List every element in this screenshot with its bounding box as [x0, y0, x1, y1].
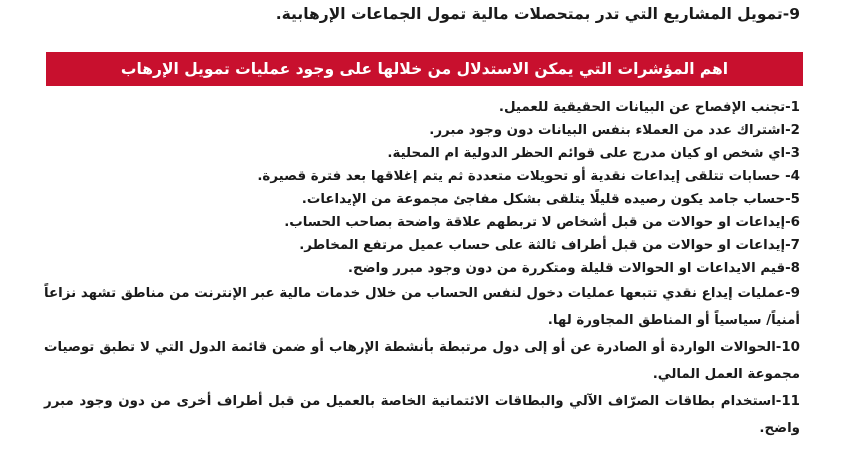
section-title-banner: اهم المؤشرات التي يمكن الاستدلال من خلالها على وجود عمليات تمويل الإرهاب [46, 52, 803, 86]
list-item: 4- حسابات تتلقى إيداعات نقدية أو تحويلات متعددة ثم يتم إغلاقها بعد فترة قصيرة. [257, 169, 800, 184]
list-item: 5-حساب جامد يكون رصيده قليلًا يتلقى بشكل مفاجئ مجموعة من الإيداعات. [301, 192, 800, 207]
list-item: 6-إيداعات او حوالات من قبل أشخاص لا تربطهم علاقة واضحة بصاحب الحساب. [284, 215, 800, 230]
list-item: 2-اشتراك عدد من العملاء بنفس البيانات دون وجود مبرر. [429, 123, 800, 138]
list-item: 3-اي شخص او كيان مدرج على قوائم الحظر الدولية ام المحلية. [387, 146, 800, 161]
list-item: 11-استخدام بطاقات الصرّاف الآلي والبطاقات الائتمانية الخاصة بالعميل من قبل أطراف أخرى من دون وجود مبرر واضح. [44, 394, 800, 436]
list-item: 9-عمليات إيداع نقدي تتبعها عمليات دخول لنفس الحساب من خلال خدمات مالية عبر الإنترنت من مناطق تشهد نزاعاً أمنياً/ سياسياً أو المناطق المجاورة لها. [44, 286, 800, 328]
list-item: 7-إيداعات او حوالات من قبل أطراف ثالثة على حساب عميل مرتفع المخاطر. [299, 238, 800, 253]
previous-list-item-9: 9-تمويل المشاريع التي تدر بمتحصلات مالية تمول الجماعات الإرهابية. [275, 5, 800, 23]
list-item: 1-تجنب الإفصاح عن البيانات الحقيقية للعميل. [498, 100, 800, 115]
list-item: 8-قيم الايداعات او الحوالات قليلة ومتكررة من دون وجود مبرر واضح. [347, 261, 800, 276]
indicators-list [44, 96, 800, 442]
list-item: 10-الحوالات الواردة أو الصادرة عن أو إلى دول مرتبطة بأنشطة الإرهاب أو ضمن قائمة الدول التي لا تطبق توصيات مجموعة العمل المالي. [44, 340, 800, 382]
